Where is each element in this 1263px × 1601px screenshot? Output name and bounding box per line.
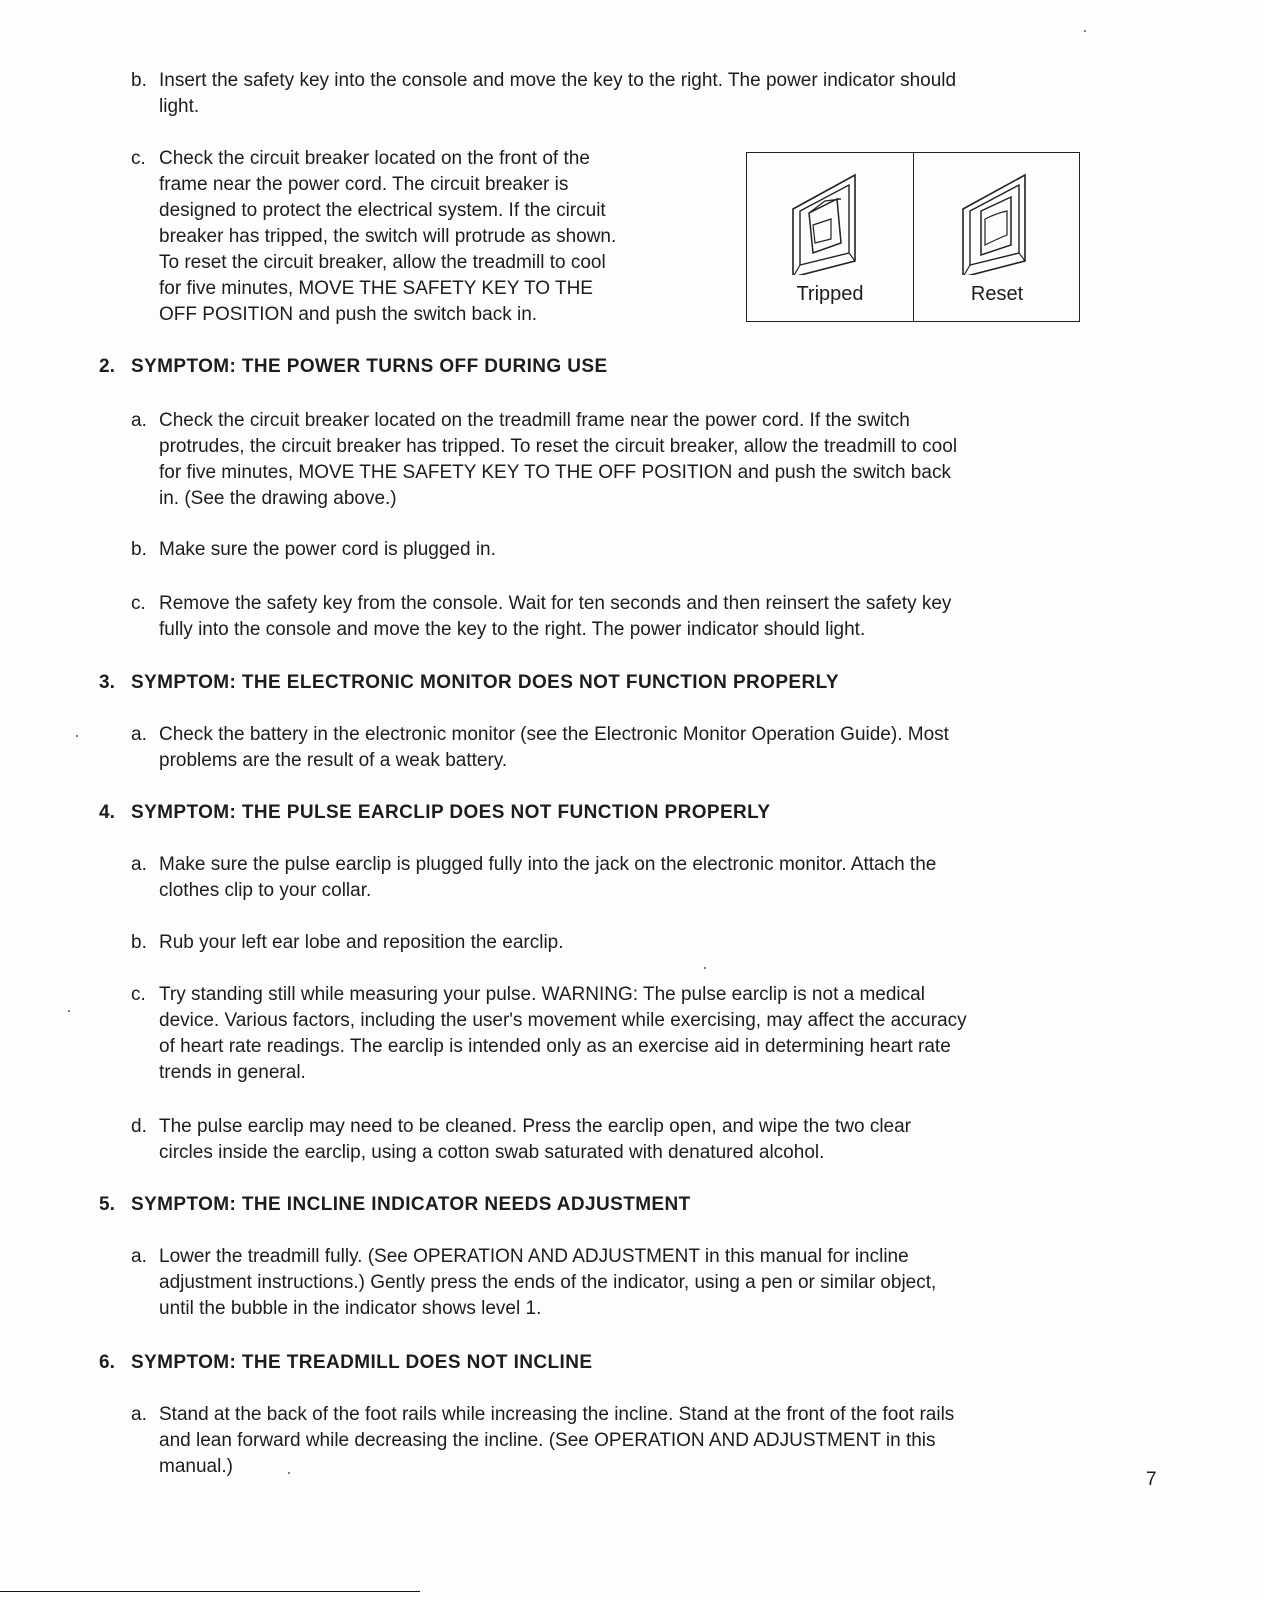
intro-item-c <box>131 146 711 328</box>
item-text: The pulse earclip may need to be cleaned. Press the earclip open, and wipe the two clear circles inside the earclip, using a cotton swab saturated with denatured alcohol. <box>159 1116 912 1163</box>
item-marker: c. <box>131 148 146 169</box>
item-text: Remove the safety key from the console. Wait for ten seconds and then reinsert the safety key fully into the console and move the key to the right. The power indicator should light. <box>159 593 952 640</box>
section-number: 5. <box>99 1194 115 1215</box>
item-text: Check the circuit breaker located on the treadmill frame near the power cord. If the switch protrudes, the circuit breaker has tripped. To reset the circuit breaker, allow the treadmill to cool for five minutes, MOVE THE SAFETY KEY TO THE OFF POSITION and push the switch back in. (See the drawing above.) <box>159 410 958 509</box>
scan-speck <box>704 967 706 969</box>
item-text: Try standing still while measuring your pulse. WARNING: The pulse earclip is not a medical device. Various factors, including the user's movement while exercising, may affect the accuracy of heart rate readings. The earclip is intended only as an exercise aid in determining heart rate trends in general. <box>159 984 967 1083</box>
section-2-item-a <box>131 408 1091 512</box>
item-marker: c. <box>131 593 146 614</box>
item-marker: c. <box>131 984 146 1005</box>
section-heading: SYMPTOM: THE PULSE EARCLIP DOES NOT FUNCTION PROPERLY <box>131 802 771 823</box>
item-marker: a. <box>131 724 147 745</box>
section-pulse-earclip <box>99 800 1099 826</box>
scan-speck <box>1084 30 1086 32</box>
reset-caption: Reset <box>970 283 1024 305</box>
item-marker: d. <box>131 1116 147 1137</box>
section-heading: SYMPTOM: THE ELECTRONIC MONITOR DOES NOT FUNCTION PROPERLY <box>131 672 839 693</box>
breaker-reset-icon <box>955 165 1055 275</box>
item-marker: a. <box>131 854 147 875</box>
item-text: Check the battery in the electronic monitor (see the Electronic Monitor Operation Guide). Most problems are the result of a weak battery. <box>159 724 949 771</box>
breaker-tripped-icon <box>785 165 885 275</box>
section-4-item-c <box>131 982 1091 1086</box>
circuit-breaker-figure <box>746 152 1080 322</box>
item-marker: a. <box>131 410 147 431</box>
page-number: 7 <box>1146 1469 1157 1490</box>
section-treadmill-incline <box>99 1350 1099 1376</box>
item-text: Check the circuit breaker located on the front of the frame near the power cord. The circuit breaker is designed to protect the electrical system. If the circuit breaker has tripped, the switch will protrude as shown. To reset the circuit breaker, allow the treadmill to cool for five minutes, MOVE THE SAFETY KEY TO THE OFF POSITION and push the switch back in. <box>159 148 617 325</box>
section-4-item-a <box>131 852 1091 904</box>
item-text: Rub your left ear lobe and reposition the earclip. <box>159 932 564 953</box>
tripped-caption: Tripped <box>796 283 864 305</box>
intro-item-b <box>131 68 1091 120</box>
section-2-item-c <box>131 591 1091 643</box>
section-power-turns-off <box>99 354 1099 380</box>
item-text: Make sure the power cord is plugged in. <box>159 539 496 560</box>
item-text: Stand at the back of the foot rails while increasing the incline. Stand at the front of the foot rails and lean forward while decreasing the incline. (See OPERATION AND ADJUSTMENT in this manual.) <box>159 1404 955 1477</box>
section-number: 3. <box>99 672 115 693</box>
scan-speck <box>288 1472 290 1474</box>
item-text: Insert the safety key into the console and move the key to the right. The power indicator should light. <box>159 70 957 117</box>
figure-divider <box>913 153 914 321</box>
section-heading: SYMPTOM: THE TREADMILL DOES NOT INCLINE <box>131 1352 593 1373</box>
item-marker: a. <box>131 1246 147 1267</box>
item-marker: b. <box>131 70 147 91</box>
section-2-item-b <box>131 537 1091 563</box>
tripped-panel <box>747 153 913 321</box>
scan-speck <box>76 735 78 737</box>
item-text: Lower the treadmill fully. (See OPERATION AND ADJUSTMENT in this manual for incline adjustment instructions.) Gently press the ends of the indicator, using a pen or similar object, until the bubble in the indicator shows level 1. <box>159 1246 937 1319</box>
section-heading: SYMPTOM: THE POWER TURNS OFF DURING USE <box>131 356 608 377</box>
item-marker: a. <box>131 1404 147 1425</box>
item-text: Make sure the pulse earclip is plugged fully into the jack on the electronic monitor. Attach the clothes clip to your collar. <box>159 854 937 901</box>
section-incline-indicator <box>99 1192 1099 1218</box>
section-3-item-a <box>131 722 1091 774</box>
section-electronic-monitor <box>99 670 1099 696</box>
section-number: 2. <box>99 356 115 377</box>
section-4-item-b <box>131 930 1091 956</box>
section-4-item-d <box>131 1114 1091 1166</box>
section-heading: SYMPTOM: THE INCLINE INDICATOR NEEDS ADJUSTMENT <box>131 1194 691 1215</box>
section-6-item-a <box>131 1402 1091 1480</box>
item-marker: b. <box>131 539 147 560</box>
section-number: 6. <box>99 1352 115 1373</box>
bottom-rule <box>0 1591 420 1592</box>
item-marker: b. <box>131 932 147 953</box>
section-number: 4. <box>99 802 115 823</box>
scan-speck <box>68 1010 70 1012</box>
section-5-item-a <box>131 1244 1091 1322</box>
reset-panel <box>915 153 1079 321</box>
